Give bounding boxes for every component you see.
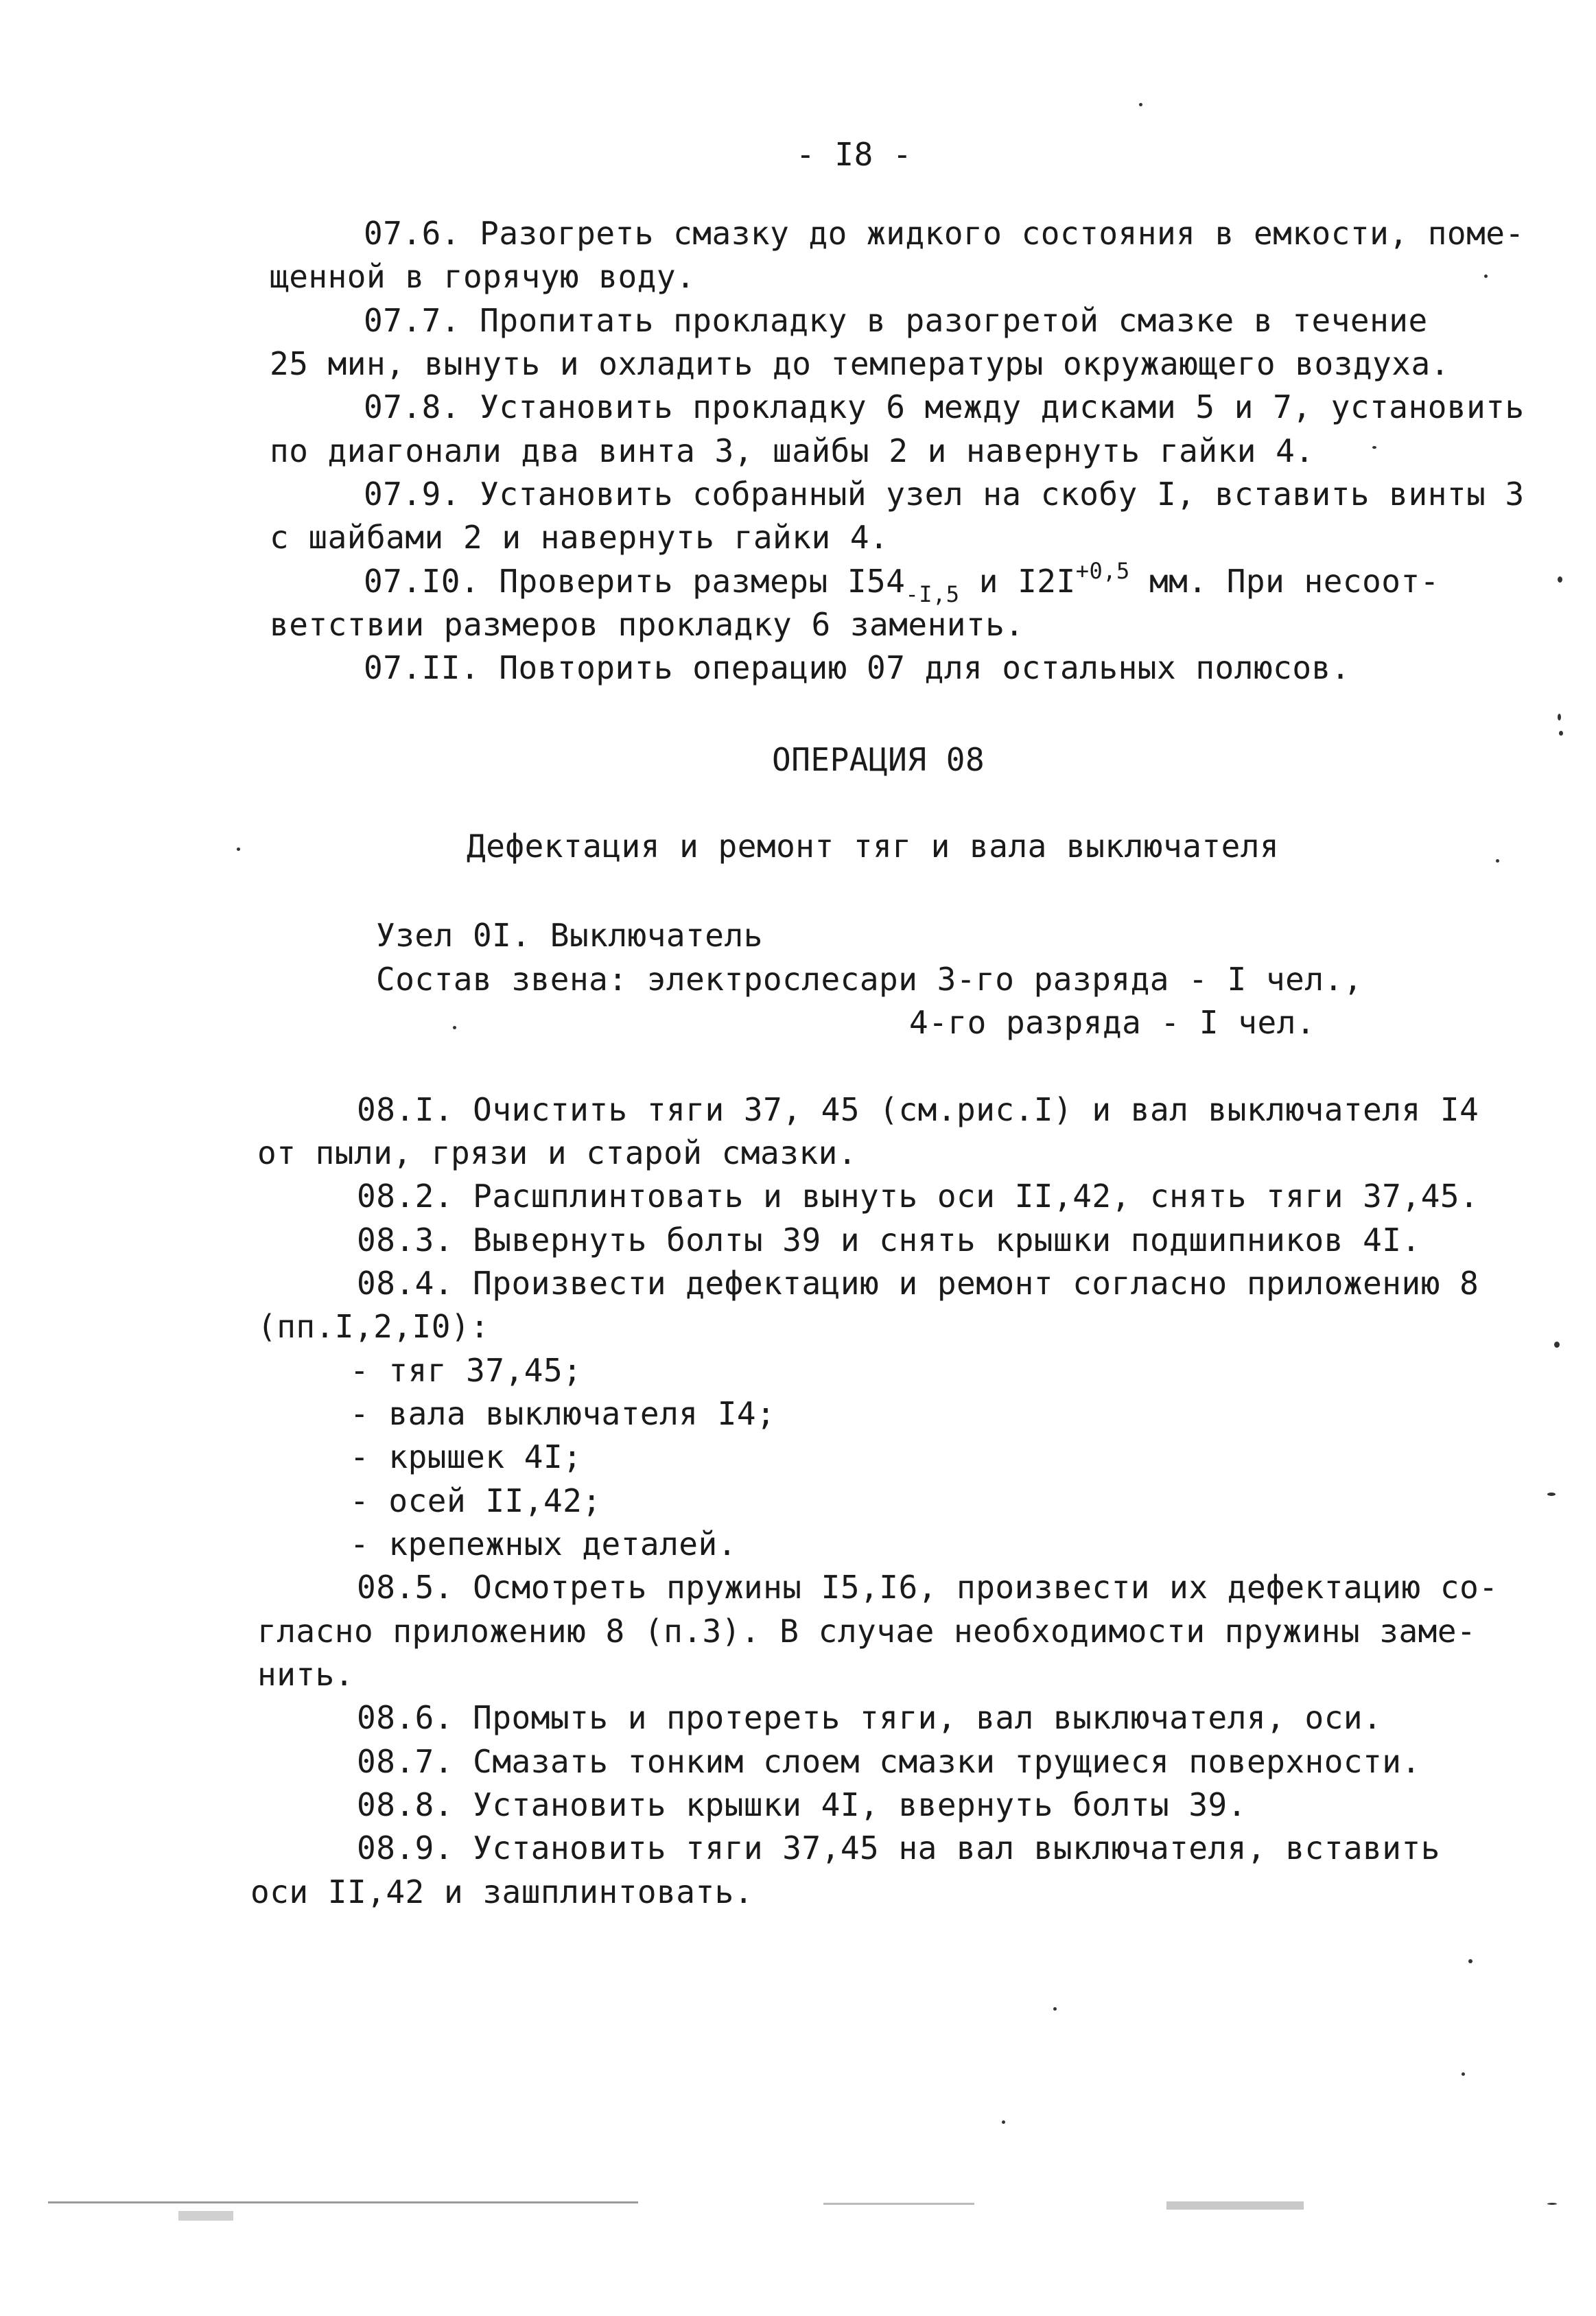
scan-speck (1558, 714, 1561, 721)
dims-prefix: 07.I0. Проверить размеры (364, 563, 847, 600)
dim2-tolerance: +0,5 (1075, 558, 1130, 584)
text-line: от пыли, грязи и старой смазки. (257, 1134, 858, 1171)
text-line: 08.3. Вывернуть болты 39 и снять крышки подшипников 4I. (357, 1221, 1421, 1259)
text-line: 08.7. Смазать тонким слоем смазки трущиеся поверхности. (357, 1743, 1421, 1780)
scan-speck (1462, 2072, 1465, 2076)
operation-title: Дефектация и ремонт тяг и вала выключателя (467, 828, 1280, 865)
scan-speck (1554, 1342, 1560, 1348)
text-line: 25 мин, вынуть и охладить до температуры окружающего воздуха. (270, 345, 1450, 382)
text-line: 08.5. Осмотреть пружины I5,I6, произвести их дефектацию со- (357, 1569, 1499, 1606)
scan-smudge (823, 2203, 974, 2205)
list-item: - крепежных деталей. (350, 1525, 737, 1563)
text-line: 08.6. Промыть и протереть тяги, вал выключателя, оси. (357, 1699, 1383, 1736)
text-line: 08.I. Очистить тяги 37, 45 (см.рис.I) и вал выключателя I4 (357, 1091, 1479, 1128)
text-line: 08.2. Расшплинтовать и вынуть оси II,42, снять тяги 37,45. (357, 1178, 1479, 1215)
text-line: 07.II. Повторить операцию 07 для остальных полюсов. (364, 649, 1350, 686)
text-line: гласно приложению 8 (п.3). В случае необходимости пружины заме- (257, 1613, 1477, 1650)
crew-line-1: Состав звена: электрослесари 3-го разряда - I чел., (376, 961, 1363, 998)
scan-speck (1468, 1959, 1472, 1963)
scan-speck (1558, 576, 1562, 583)
scan-speck (1053, 2007, 1057, 2011)
scan-speck (1139, 103, 1142, 106)
unit-line: Узел 0I. Выключатель (376, 917, 763, 954)
dims-middle: и (959, 563, 1018, 600)
crew-line-2: 4-го разряда - I чел. (909, 1004, 1316, 1041)
list-item: - осей II,42; (350, 1482, 602, 1519)
text-line: 08.8. Установить крышки 4I, ввернуть болты 39. (357, 1786, 1247, 1823)
dim1-tolerance: -I,5 (905, 581, 960, 607)
text-line-with-dimensions (364, 558, 1440, 607)
scan-speck (1372, 446, 1376, 449)
list-item: - тяг 37,45; (350, 1352, 583, 1389)
text-line: с шайбами 2 и навернуть гайки 4. (270, 519, 889, 556)
page-number: - I8 - (796, 136, 913, 173)
text-line: ветствии размеров прокладку 6 заменить. (270, 606, 1024, 643)
text-line: 07.6. Разогреть смазку до жидкого состояния в емкости, поме- (364, 215, 1525, 252)
scan-speck (1547, 2203, 1557, 2205)
text-line: 07.7. Пропитать прокладку в разогретой смазке в течение (364, 302, 1428, 339)
scan-speck (1547, 1493, 1556, 1496)
list-item: - крышек 4I; (350, 1438, 583, 1475)
scan-speck (1496, 859, 1499, 863)
scan-smudge (1166, 2201, 1304, 2210)
text-line: оси II,42 и зашплинтовать. (250, 1873, 754, 1910)
text-line: (пп.I,2,I0): (257, 1308, 490, 1345)
dim2-value: I2I (1018, 563, 1076, 600)
text-line: 07.8. Установить прокладку 6 между дисками 5 и 7, установить (364, 388, 1525, 425)
list-item: - вала выключателя I4; (350, 1395, 776, 1432)
text-line: 07.9. Установить собранный узел на скобу I, вставить винты 3 (364, 476, 1525, 513)
scan-smudge (48, 2201, 638, 2203)
scan-speck (1002, 2120, 1005, 2124)
text-line: щенной в горячую воду. (270, 258, 696, 295)
scan-smudge (178, 2211, 233, 2221)
scan-speck (237, 847, 240, 851)
text-line: нить. (257, 1656, 354, 1693)
dims-suffix: мм. При несоот- (1129, 563, 1440, 600)
scan-speck (453, 1026, 456, 1029)
text-line: 08.9. Установить тяги 37,45 на вал выключателя, вставить (357, 1829, 1440, 1867)
text-line: 08.4. Произвести дефектацию и ремонт согласно приложению 8 (357, 1265, 1479, 1302)
scan-speck (1484, 274, 1488, 278)
dim1-value: I54 (847, 563, 906, 600)
scan-speck (1559, 731, 1563, 736)
text-line: по диагонали два винта 3, шайбы 2 и навернуть гайки 4. (270, 432, 1315, 469)
operation-heading: ОПЕРАЦИЯ 08 (772, 741, 985, 778)
